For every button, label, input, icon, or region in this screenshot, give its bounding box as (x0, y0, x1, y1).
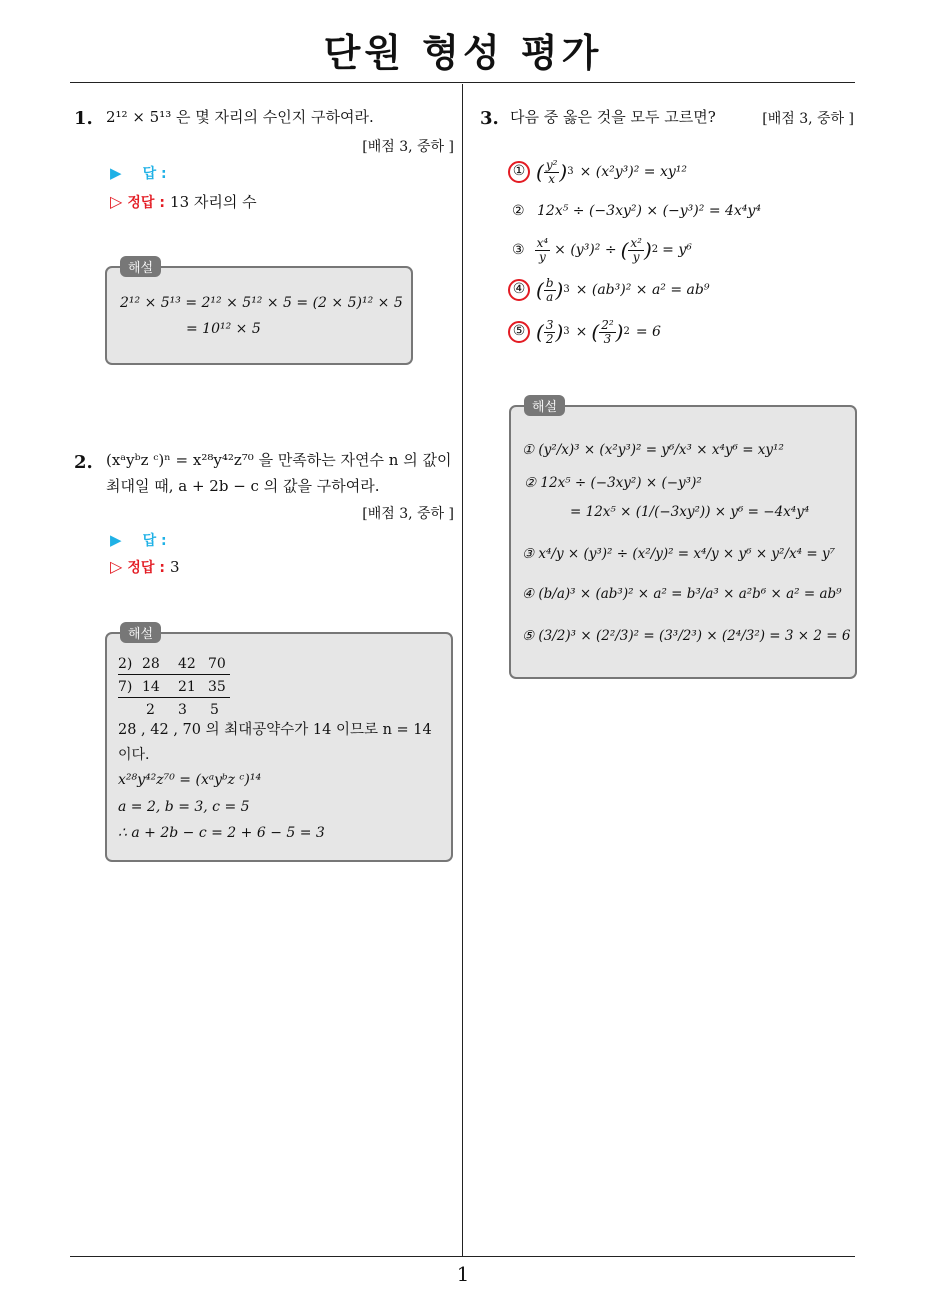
q3-score: [배점 3, 중하 ] (762, 111, 854, 127)
q3-option-5: ⑤ ( $\frac{3}{2}$ ) 3 × ( $\frac{\text{2²}}{3}$ ) 2 = 6 (508, 312, 661, 352)
bottom-divider (70, 1256, 855, 1257)
q3-number: 3. (480, 108, 499, 129)
q3-solution-line-3: = 12x⁵ × (1/(−3xy²)) × y⁶ = −4x⁴y⁴ (570, 504, 810, 520)
q2-correct-label: 정답 : (127, 560, 165, 576)
q2-text-line-2: 최대일 때, a + 2b − c 의 값을 구하여라. (106, 477, 380, 495)
option-mark: ④ (508, 279, 530, 301)
q1-correct-row (110, 191, 257, 212)
division-value: 42 (178, 656, 196, 672)
division-row-3 (118, 700, 230, 720)
q1-solution-line-2: = 10¹² × 5 (186, 321, 261, 337)
page-title: 단원 형성 평가 (323, 31, 603, 75)
division-value: 2 (146, 702, 155, 718)
q2-number: 2. (74, 452, 93, 473)
option-text: × (y³)² ÷ (554, 242, 617, 258)
q1-answer-label: 답 : (142, 166, 167, 182)
option-mark: ③ (512, 242, 525, 258)
answer-arrow-icon: ▶ (110, 164, 122, 182)
page-number: 1 (456, 1262, 470, 1286)
q2-solution-line-4: a = 2, b = 3, c = 5 (118, 799, 250, 815)
q1-number: 1. (74, 108, 93, 129)
division-value: 3 (178, 702, 187, 718)
division-value: 21 (178, 679, 196, 695)
correct-arrow-icon: ▷ (110, 557, 123, 576)
division-value: 28 (142, 656, 160, 672)
answer-arrow-icon: ▶ (110, 531, 122, 549)
q2-text-line-1: (xᵃyᵇz ᶜ)ⁿ = x²⁸y⁴²z⁷⁰ 을 만족하는 자연수 n 의 값이 (106, 451, 452, 469)
q2-correct-value: 3 (170, 558, 180, 576)
option-text: × (ab³)² × a² = ab⁹ (575, 282, 710, 298)
division-row-2 (118, 677, 230, 698)
q1-score: [배점 3, 중하 ] (362, 139, 454, 155)
division-divisor: 2) (118, 656, 133, 672)
option-mark: ① (508, 161, 530, 183)
q1-solution-tag: 해설 (120, 256, 161, 277)
division-row-1 (118, 654, 230, 675)
q3-solution-line-5: ④ (b/a)³ × (ab³)² × a² = b³/a³ × a²b⁶ × a² = ab⁹ (522, 586, 842, 602)
option-text: 12x⁵ ÷ (−3xy²) × (−y³)² = 4x⁴y⁴ (537, 203, 761, 219)
q3-solution-tag: 해설 (524, 395, 565, 416)
q3-solution-line-2: ② 12x⁵ ÷ (−3xy²) × (−y³)² (524, 475, 702, 491)
division-divisor: 7) (118, 679, 133, 695)
q2-correct-row (110, 557, 180, 577)
q2-solution-line-3: x²⁸y⁴²z⁷⁰ = (xᵃyᵇz ᶜ)¹⁴ (118, 772, 262, 788)
q3-solution-line-4: ③ x⁴/y × (y³)² ÷ (x²/y)² = x⁴/y × y⁶ × y²/x⁴ = y⁷ (522, 546, 835, 562)
q2-answer-label: 답 : (142, 533, 167, 549)
column-divider (462, 84, 463, 1256)
q3-option-1: ① ( $\frac{\text{y²}}{x}$ ) 3 × (x²y³)² = xy¹² (508, 152, 687, 192)
option-text: = 6 (635, 324, 661, 340)
q1-correct-value: 13 자리의 수 (170, 193, 257, 211)
q3-option-4: ④ ( $\frac{b}{a}$ ) 3 × (ab³)² × a² = ab⁹ (508, 270, 709, 310)
division-value: 14 (142, 679, 160, 695)
q1-text: 2¹² × 5¹³ 은 몇 자리의 수인지 구하여라. (106, 108, 374, 126)
division-value: 70 (208, 656, 226, 672)
option-mark: ⑤ (508, 321, 530, 343)
q2-solution-line-5: ∴ a + 2b − c = 2 + 6 − 5 = 3 (118, 825, 325, 841)
q2-score: [배점 3, 중하 ] (362, 506, 454, 522)
division-value: 35 (208, 679, 226, 695)
q1-solution-line-1: 2¹² × 5¹³ = 2¹² × 5¹² × 5 = (2 × 5)¹² × 5 (120, 295, 403, 311)
q2-solution-tag: 해설 (120, 622, 161, 643)
q2-solution-line-1: 28 , 42 , 70 의 최대공약수가 14 이므로 n = 14 (118, 722, 432, 738)
division-value: 5 (210, 702, 219, 718)
option-text: × (x²y³)² = xy¹² (579, 164, 687, 180)
q3-solution-line-6: ⑤ (3/2)³ × (2²/3)² = (3³/2³) × (2⁴/3²) = 3 × 2 = 6 (522, 628, 851, 644)
q2-solution-line-2: 이다. (118, 747, 150, 763)
q3-option-3: ③ $\frac{\text{x⁴}}{y}$ × (y³)² ÷ ( $\frac{\text{x²}}{y}$ ) 2 = y⁶ (512, 235, 692, 264)
q3-text: 다음 중 옳은 것을 모두 고르면? (510, 108, 716, 126)
q1-answer-row (110, 163, 167, 183)
q1-correct-label: 정답 : (127, 195, 165, 211)
q3-solution-line-1: ① (y²/x)³ × (x²y³)² = y⁶/x³ × x⁴y⁶ = xy¹² (522, 442, 784, 458)
correct-arrow-icon: ▷ (110, 192, 123, 211)
option-mark: ② (512, 203, 525, 219)
q3-option-2 (512, 199, 761, 223)
q2-answer-row (110, 530, 167, 550)
top-divider (70, 82, 855, 83)
